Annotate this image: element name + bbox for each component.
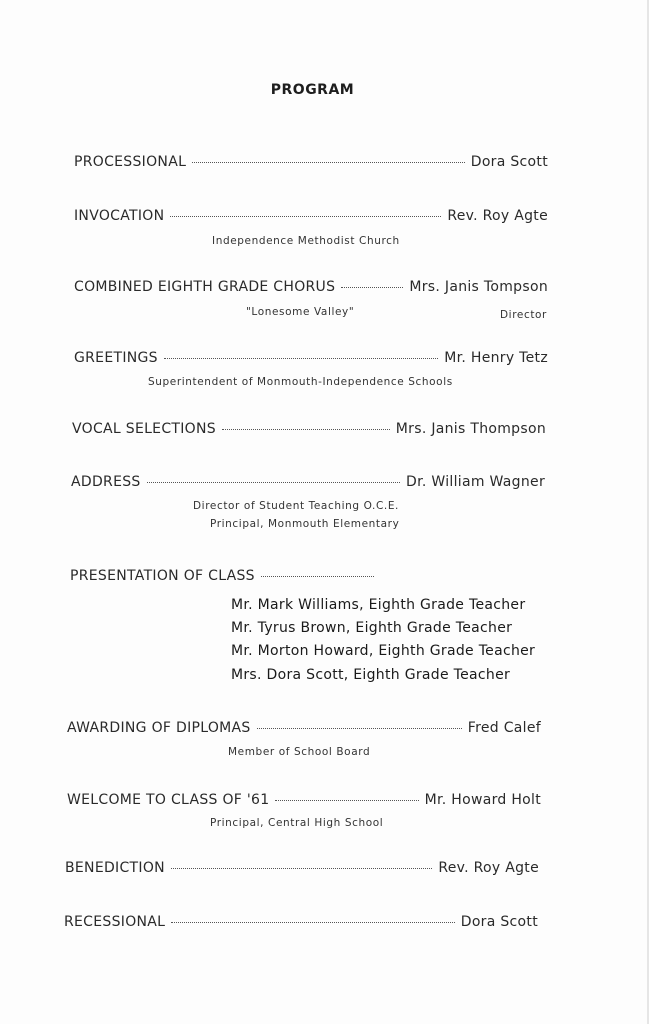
teacher-name: Mr. Mark Williams, Eighth Grade Teacher — [231, 597, 526, 613]
item-label: VOCAL SELECTIONS — [72, 421, 216, 437]
item-label: ADDRESS — [71, 474, 141, 490]
teacher-name: Mr. Morton Howard, Eighth Grade Teacher — [231, 643, 536, 659]
dot-leader — [275, 800, 418, 801]
item-label: INVOCATION — [74, 208, 165, 224]
program-item-welcome — [67, 792, 541, 808]
item-label: COMBINED EIGHTH GRADE CHORUS — [74, 279, 336, 295]
item-label: BENEDICTION — [65, 860, 165, 876]
dot-leader — [222, 429, 390, 430]
program-item-greetings — [74, 350, 548, 366]
dot-leader — [171, 922, 454, 923]
program-item-invocation — [74, 208, 548, 224]
program-item-recessional — [64, 914, 538, 930]
dot-leader — [341, 287, 403, 288]
program-item-chorus — [74, 279, 548, 295]
item-performer: Dora Scott — [460, 914, 538, 930]
item-performer: Mr. Henry Tetz — [444, 350, 548, 366]
item-label: GREETINGS — [74, 350, 158, 366]
item-subtitle: Superintendent of Monmouth-Independence Schools — [148, 376, 453, 388]
dot-leader — [171, 868, 432, 869]
item-performer: Mr. Howard Holt — [424, 792, 541, 808]
item-subtitle: Member of School Board — [228, 746, 371, 758]
program-item-diplomas — [67, 720, 541, 736]
item-performer: Rev. Roy Agte — [438, 860, 539, 876]
item-subtitle: Independence Methodist Church — [212, 235, 400, 247]
teacher-name: Mrs. Dora Scott, Eighth Grade Teacher — [231, 667, 511, 683]
item-label: PRESENTATION OF CLASS — [70, 568, 255, 584]
page-title: PROGRAM — [270, 82, 355, 98]
dot-leader — [164, 358, 438, 359]
dot-leader — [192, 162, 465, 163]
dot-leader — [147, 482, 400, 483]
program-item-address — [71, 474, 545, 490]
item-subtitle: Principal, Central High School — [210, 817, 384, 829]
item-performer: Rev. Roy Agte — [447, 208, 548, 224]
program-item-processional — [74, 154, 548, 170]
program-item-benediction — [65, 860, 539, 876]
item-subtitle-2: Principal, Monmouth Elementary — [210, 518, 400, 530]
item-label: PROCESSIONAL — [74, 154, 187, 170]
item-performer: Fred Calef — [467, 720, 541, 736]
item-label: AWARDING OF DIPLOMAS — [67, 720, 251, 736]
dot-leader — [261, 576, 374, 577]
program-item-vocal-selections — [72, 421, 546, 437]
teacher-name: Mr. Tyrus Brown, Eighth Grade Teacher — [231, 620, 513, 636]
dot-leader — [257, 728, 462, 729]
song-title: "Lonesome Valley" — [246, 306, 355, 318]
item-performer: Mrs. Janis Thompson — [395, 421, 546, 437]
dot-leader — [170, 216, 441, 217]
item-label: RECESSIONAL — [64, 914, 166, 930]
item-performer: Mrs. Janis Tompson — [409, 279, 548, 295]
item-subtitle: Director of Student Teaching O.C.E. — [193, 500, 399, 512]
item-performer: Dr. William Wagner — [406, 474, 545, 490]
item-performer: Dora Scott — [470, 154, 548, 170]
item-label: WELCOME TO CLASS OF '61 — [67, 792, 270, 808]
performer-role: Director — [500, 309, 547, 321]
program-item-presentation — [70, 568, 380, 584]
